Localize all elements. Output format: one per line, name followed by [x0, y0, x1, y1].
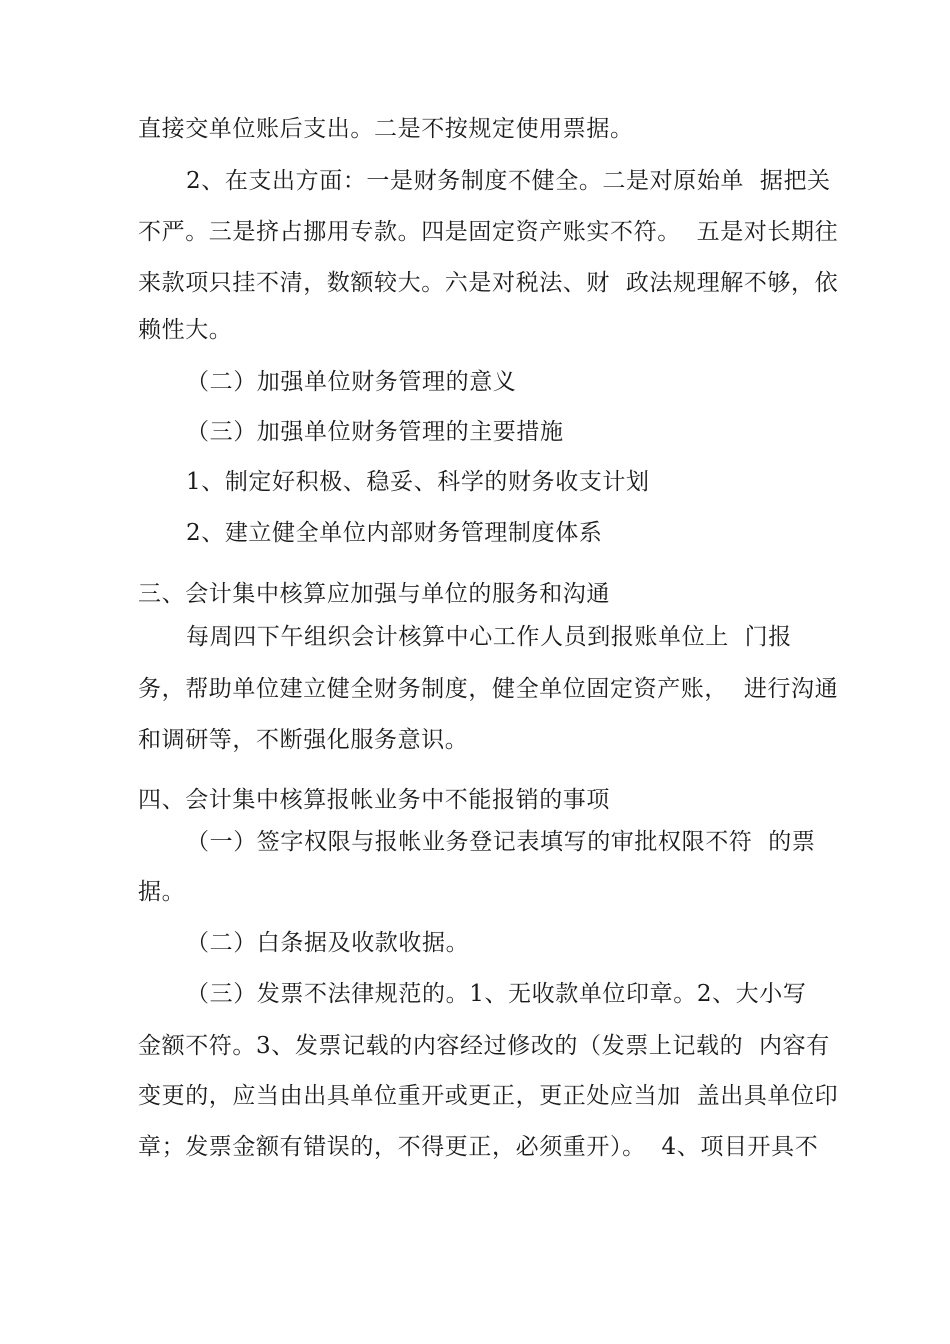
section-heading: 四、会计集中核算报帐业务中不能报销的事项 [138, 787, 610, 813]
section-heading: 三、会计集中核算应加强与单位的服务和沟通 [138, 581, 610, 607]
text-line: 不严。三是挤占挪用专款。四是固定资产账实不符。 五是对长期往 [138, 219, 838, 245]
text-line: 每周四下午组织会计核算中心工作人员到报账单位上 门报 [186, 624, 792, 650]
text-line: 来款项只挂不清，数额较大。六是对税法、财 政法规理解不够，依 [138, 270, 838, 296]
text-line: 直接交单位账后支出。二是不按规定使用票据。 [138, 116, 634, 142]
text-line: 金额不符。3、发票记载的内容经过修改的（发票上记载的 内容有 [138, 1033, 830, 1059]
text-line: 据。 [138, 879, 186, 905]
text-line: 变更的，应当由出具单位重开或更正，更正处应当加 盖出具单位印 [138, 1083, 838, 1109]
text-line: 章；发票金额有错误的，不得更正，必须重开）。 4、项目开具不 [138, 1134, 819, 1160]
text-line: 务，帮助单位建立健全财务制度，健全单位固定资产账， 进行沟通 [138, 676, 838, 702]
section-heading: （三）加强单位财务管理的主要措施 [186, 419, 564, 445]
text-line: （三）发票不法律规范的。1、无收款单位印章。2、大小写 [186, 981, 807, 1007]
text-line: （二）白条据及收款收据。 [186, 930, 470, 956]
text-line: 赖性大。 [138, 317, 233, 343]
text-line: （一）签字权限与报帐业务登记表填写的审批权限不符 的票 [186, 829, 816, 855]
list-item: 1、制定好积极、稳妥、科学的财务收支计划 [186, 469, 650, 495]
list-item: 2、建立健全单位内部财务管理制度体系 [186, 520, 603, 546]
text-line: 2、在支出方面：一是财务制度不健全。二是对原始单 据把关 [186, 168, 831, 194]
text-line: 和调研等，不断强化服务意识。 [138, 727, 469, 753]
section-heading: （二）加强单位财务管理的意义 [186, 369, 517, 395]
